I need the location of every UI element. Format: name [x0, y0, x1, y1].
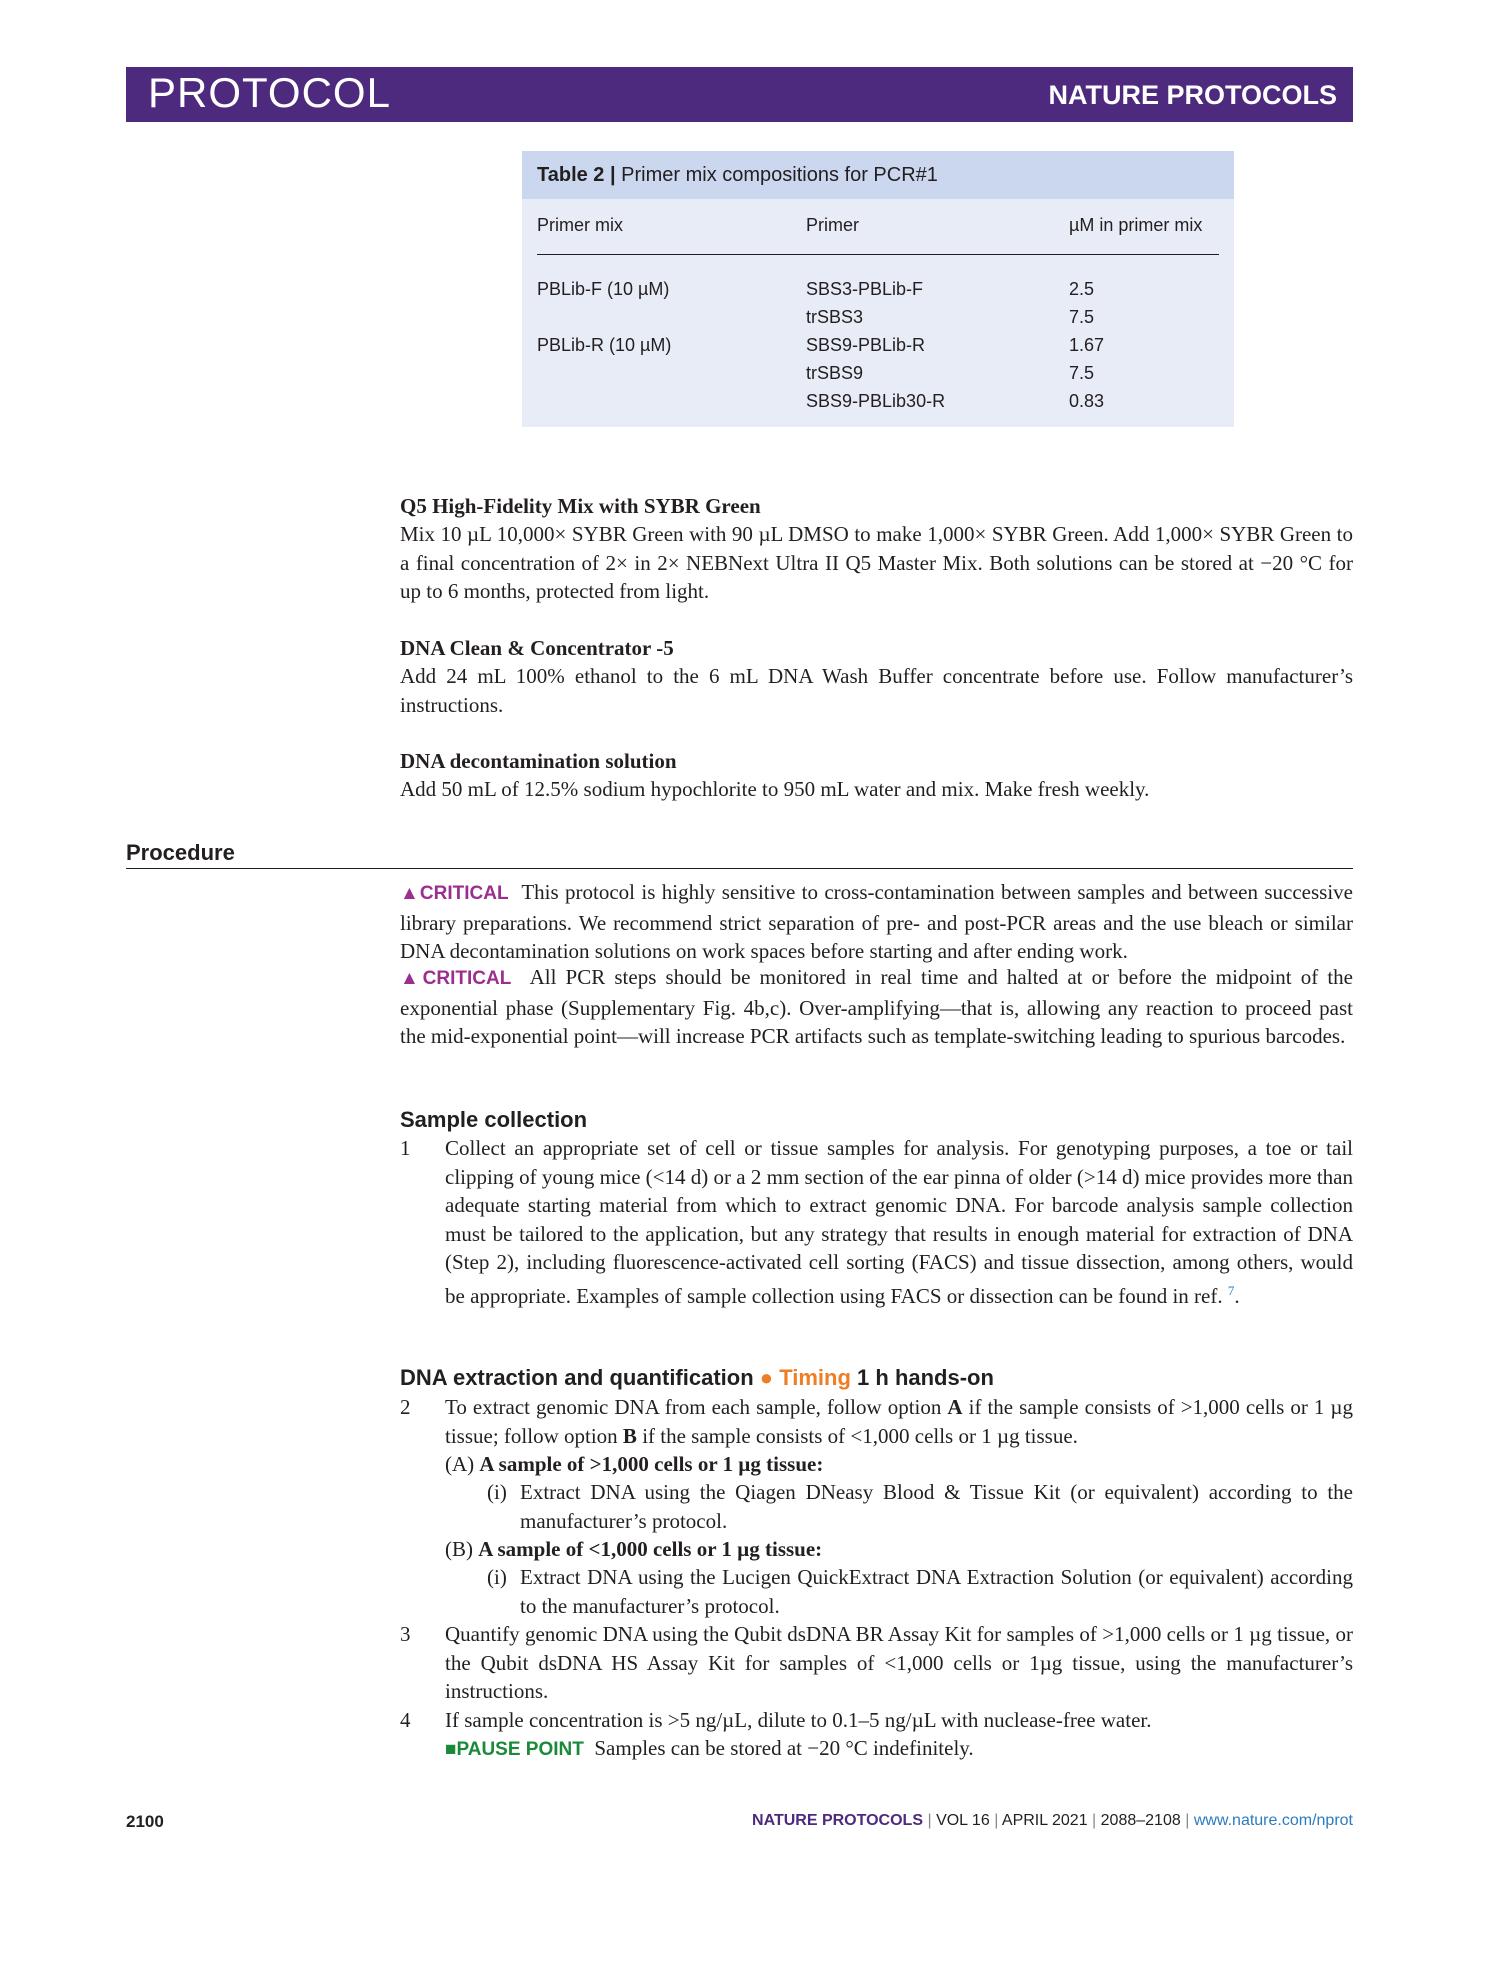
page-header — [126, 67, 1353, 122]
table-cell: 7.5 — [1069, 363, 1095, 383]
section-label: PROTOCOL — [148, 69, 391, 116]
table-cell: PBLib-R (10 µM) — [537, 335, 672, 355]
critical-label: ▲CRITICAL — [400, 968, 512, 989]
substep-text: Extract DNA using the Qiagen DNeasy Blood & Tissue Kit (or equivalent) according to the manufacturer’s protocol. — [520, 1480, 1353, 1533]
option-heading: (B) A sample of <1,000 cells or 1 µg tissue: — [445, 1537, 823, 1561]
journal-url[interactable]: www.nature.com/nprot — [1193, 1812, 1353, 1829]
table-rule — [537, 254, 1219, 255]
subsection-heading: Sample collection — [400, 1107, 588, 1132]
table-sep: | — [604, 164, 622, 186]
table-cell: PBLib-F (10 µM) — [537, 279, 670, 299]
step-text: Quantify genomic DNA using the Qubit dsDNA BR Assay Kit for samples of >1,000 cells or 1 µg tissue, or the Qubit dsDNA HS Assay Kit for samples of <1,000 cells or 1µg tissue, using the manufacturer’s instructions. — [445, 1622, 1353, 1703]
reagent-heading: DNA decontamination solution — [400, 749, 677, 773]
table-cell: 0.83 — [1069, 391, 1105, 411]
table-cell: 7.5 — [1069, 307, 1095, 327]
subsection-heading: DNA extraction and quantification ● Timing 1 h hands-on — [400, 1365, 994, 1390]
substep-label: (i) — [487, 1565, 507, 1589]
table-cell: SBS9-PBLib-R — [806, 335, 926, 355]
column-header: Primer mix — [537, 215, 623, 235]
step-number: 1 — [400, 1136, 411, 1160]
column-header: Primer — [806, 215, 859, 235]
timing-label: Timing — [779, 1365, 851, 1390]
substep-text: Extract DNA using the Lucigen QuickExtract DNA Extraction Solution (or equivalent) according to the manufacturer’s protocol. — [520, 1565, 1353, 1618]
step-text: Collect an appropriate set of cell or tissue samples for analysis. For genotyping purposes, a toe or tail clipping of young mice (<14 d) or a 2 mm section of the ear pinna of older (>14 d) mice provides more than adequate starting material from which to extract genomic DNA. For barcode analysis sample collection must be tailored to the application, but any strategy that results in enough material for extraction of DNA (Step 2), including fluorescence-activated cell sorting (FACS) and tissue dissection, among others, would be appropriate. Examples of sample collection using FACS or dissection can be found in ref. $^7$. — [445, 1136, 1353, 1308]
reagent-heading: DNA Clean & Concentrator -5 — [400, 636, 674, 660]
table-cell: trSBS9 — [806, 363, 864, 383]
table-title: Primer mix compositions for PCR#1 — [621, 164, 938, 186]
critical-note: ▲CRITICAL All PCR steps should be monitored in real time and halted at or before the midpoint of the exponential phase (Supplementary Fig. 4b,c). Over-amplifying—that is, allowing any reaction to proceed past the mid-exponential point—will increase PCR artifacts such as template-switching leading to spurious barcodes. — [400, 965, 1354, 1048]
table-caption — [522, 151, 1234, 199]
reference-link: 7 — [1227, 1282, 1235, 1298]
step-text: If sample concentration is >5 ng/µL, dilute to 0.1–5 ng/µL with nuclease-free water. — [445, 1708, 1152, 1732]
option-heading: (A) A sample of >1,000 cells or 1 µg tissue: — [445, 1452, 824, 1476]
footer-citation: NATURE PROTOCOLS | VOL 16 | APRIL 2021 | 2088–2108 | www.nature.com/nprot — [752, 1812, 1353, 1829]
table-cell: trSBS3 — [806, 307, 864, 327]
table-cell: 2.5 — [1069, 279, 1095, 299]
step-number: 4 — [400, 1708, 411, 1732]
page-number: 2100 — [126, 1812, 164, 1831]
step-text: To extract genomic DNA from each sample, follow option A if the sample consists of >1,000 cells or 1 µg tissue; follow option B if the sample consists of <1,000 cells or 1 µg tissue. — [445, 1395, 1353, 1448]
pause-point: ■PAUSE POINT Samples can be stored at −20 °C indefinitely. — [445, 1736, 974, 1760]
reagent-heading: Q5 High-Fidelity Mix with SYBR Green — [400, 494, 761, 518]
primer-mix-table — [522, 151, 1234, 427]
table-cell: SBS3-PBLib-F — [806, 279, 924, 299]
pause-label: ■PAUSE POINT — [445, 1739, 584, 1760]
table-label: Table 2 — [537, 164, 605, 186]
critical-label: ▲CRITICAL — [400, 883, 509, 904]
reagent-body: Add 50 mL of 12.5% sodium hypochlorite to 950 mL water and mix. Make fresh weekly. — [400, 777, 1150, 801]
critical-note: ▲CRITICAL This protocol is highly sensitive to cross-contamination between samples and between successive library preparations. We recommend strict separation of pre- and post-PCR areas and the use bleach or similar DNA decontamination solutions on work spaces before starting and after ending work. — [400, 880, 1353, 963]
journal-name: NATURE PROTOCOLS — [1048, 80, 1337, 110]
procedure-heading: Procedure — [126, 840, 235, 865]
column-header: µM in primer mix — [1069, 215, 1203, 235]
section-divider — [126, 868, 1353, 869]
timing-dot-icon: ● — [759, 1365, 774, 1390]
step-number: 2 — [400, 1395, 411, 1419]
reagent-body: Add 24 mL 100% ethanol to the 6 mL DNA Wash Buffer concentrate before use. Follow manufacturer’s instructions. — [400, 664, 1353, 717]
reagent-body: Mix 10 µL 10,000× SYBR Green with 90 µL DMSO to make 1,000× SYBR Green. Add 1,000× SYBR Green to a final concentration of 2× in 2× NEBNext Ultra II Q5 Master Mix. Both solutions can be stored at −20 °C for up to 6 months, protected from light. — [400, 522, 1353, 603]
table-cell: SBS9-PBLib30-R — [806, 391, 946, 411]
substep-label: (i) — [487, 1480, 507, 1504]
table-cell: 1.67 — [1069, 335, 1105, 355]
timing-value: 1 h hands-on — [857, 1365, 994, 1390]
step-number: 3 — [400, 1622, 411, 1646]
